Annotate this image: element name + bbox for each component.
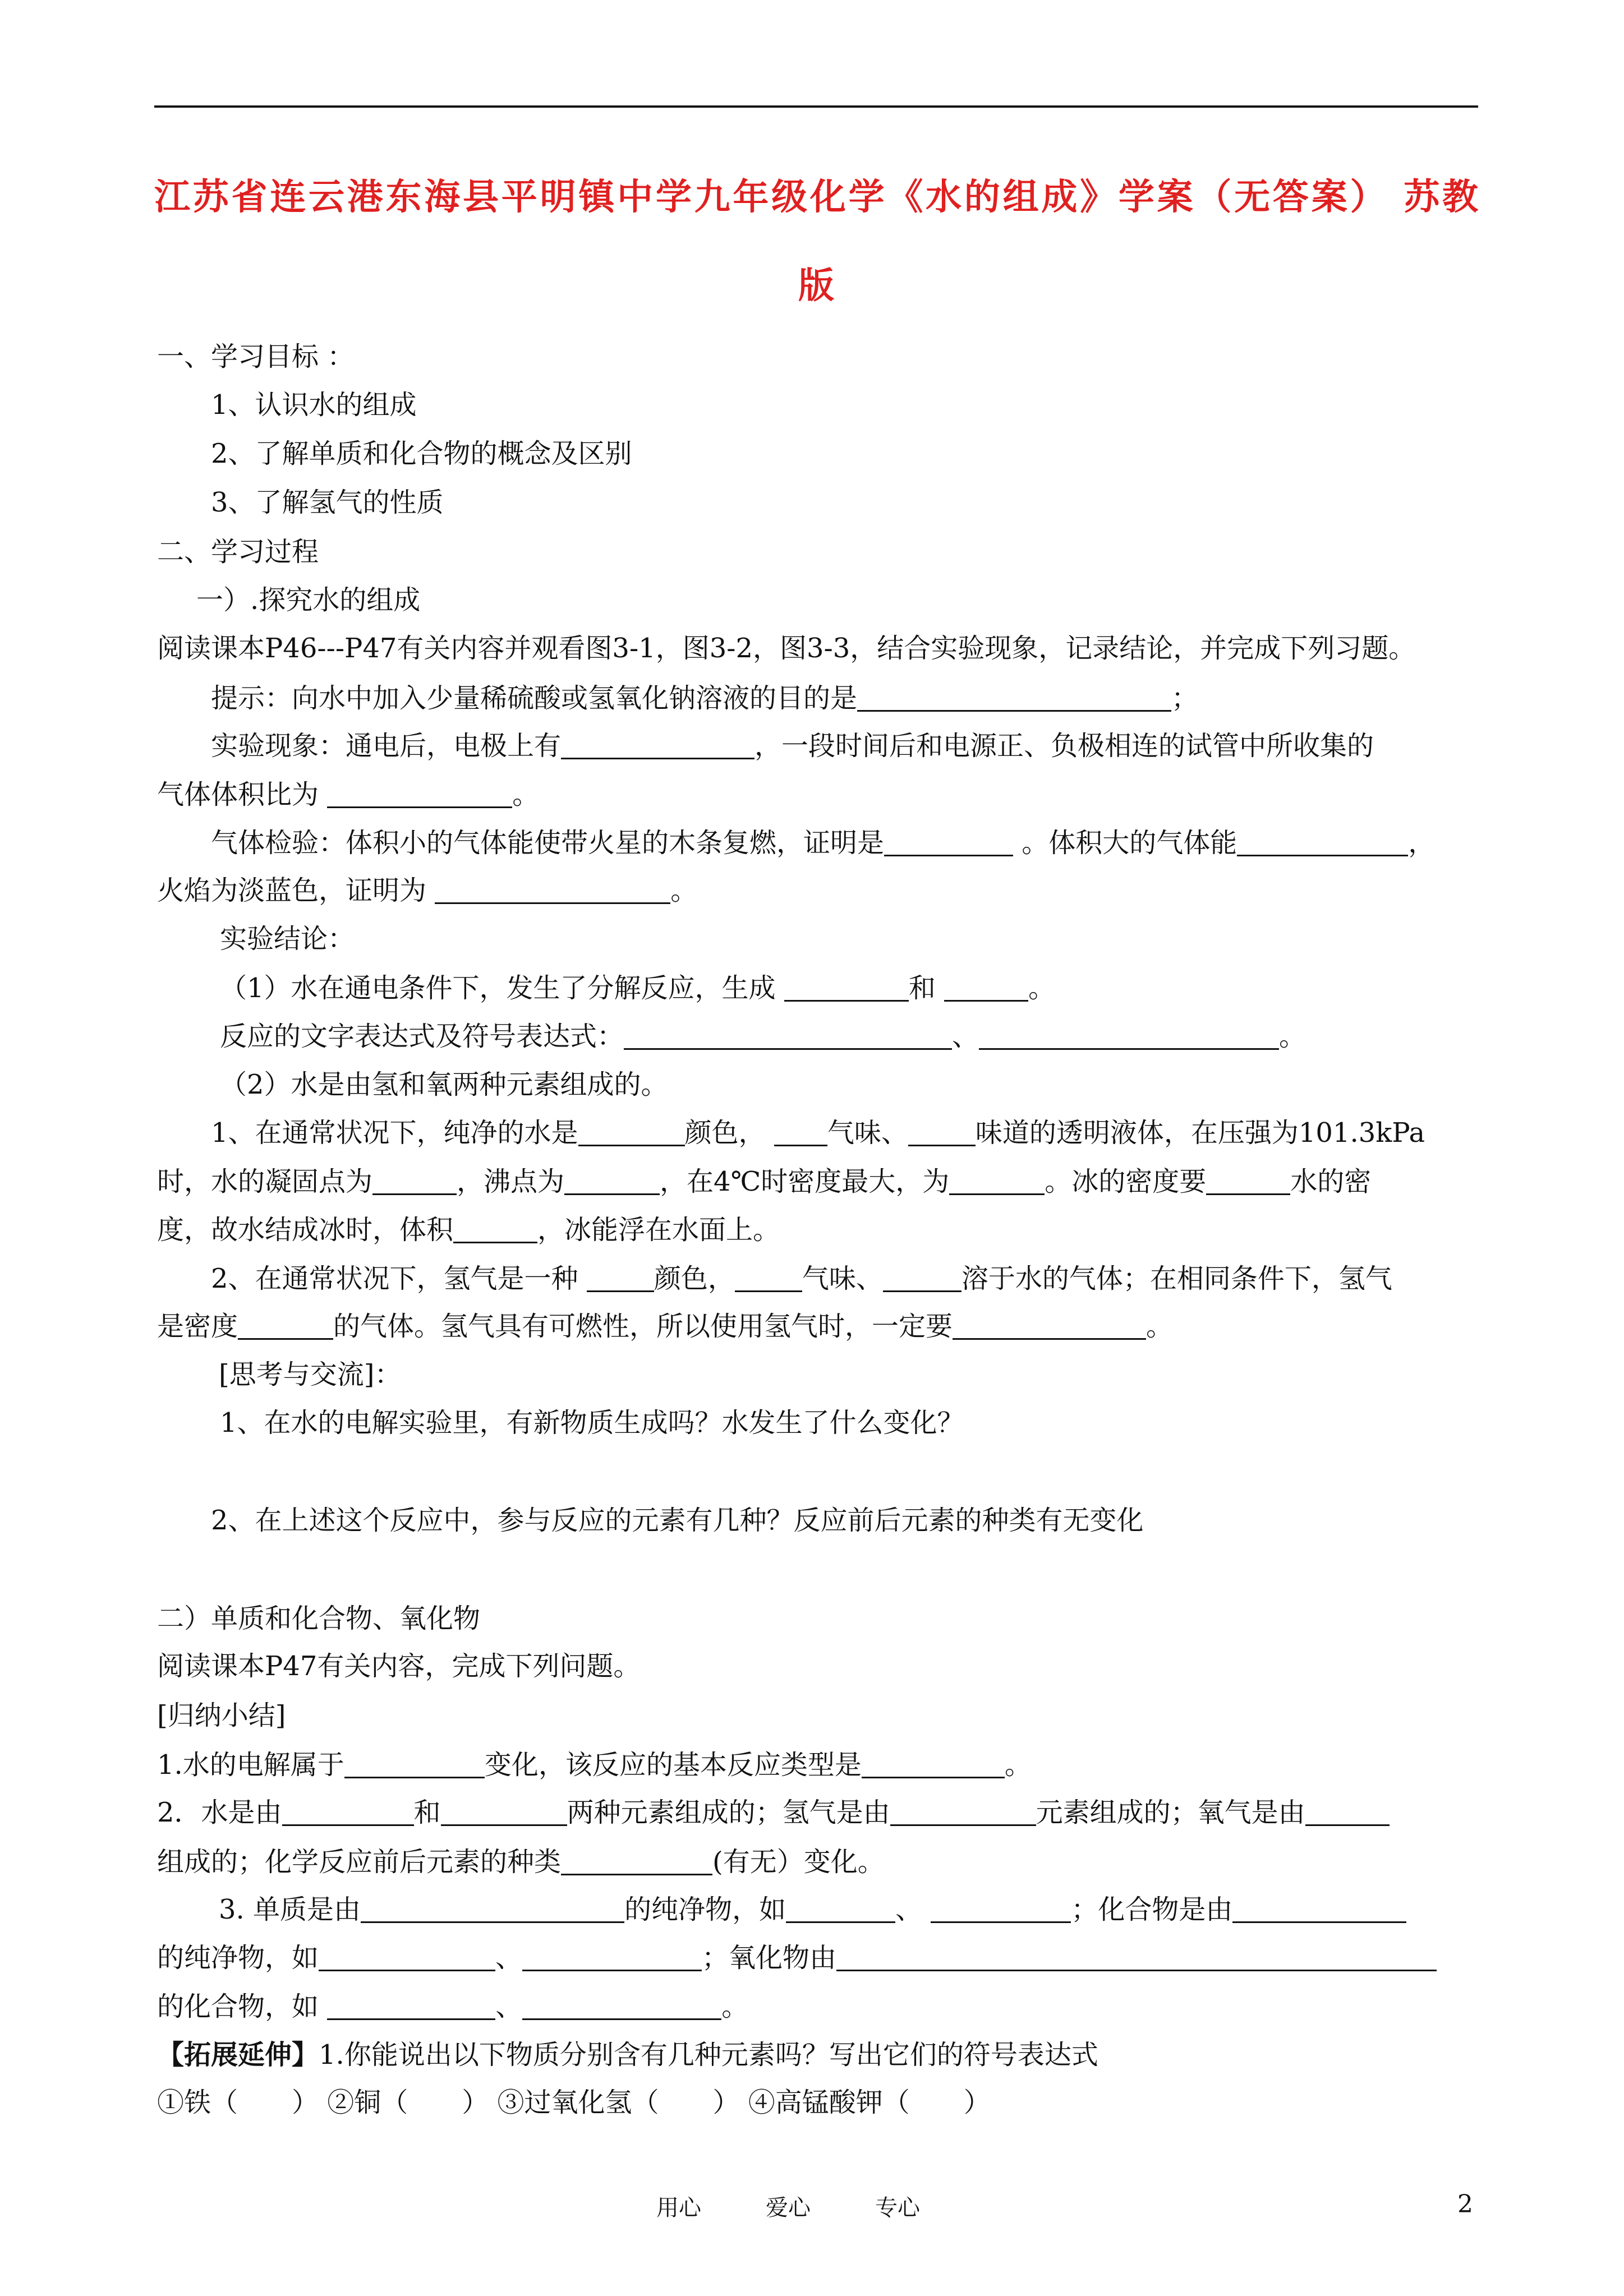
fill-blank[interactable]	[786, 1896, 895, 1923]
fill-blank[interactable]	[944, 974, 1028, 1002]
section-heading: 二、学习过程	[157, 536, 319, 568]
text: 。体积大的气体能	[1013, 827, 1237, 859]
text: 水的密	[1290, 1166, 1372, 1197]
fill-blank[interactable]	[1232, 1896, 1406, 1923]
text: 1.你能说出以下物质分别含有几种元素吗？写出它们的符号表达式	[319, 2039, 1098, 2071]
expression-line	[220, 1022, 1306, 1050]
text: 、	[895, 1894, 931, 1925]
water-property-line	[157, 1168, 1371, 1195]
text: 味道的透明液体，在压强为101.3kPa	[975, 1117, 1425, 1149]
water-property-line	[157, 1214, 780, 1246]
tip-line	[211, 684, 1198, 712]
text: 气体体积比为	[157, 779, 328, 810]
fill-blank[interactable]	[908, 1119, 976, 1146]
text: ；氧化物由	[702, 1942, 837, 1974]
text: 。	[1146, 1311, 1174, 1342]
page-number: 2	[1457, 2190, 1473, 2219]
text: ；	[1171, 683, 1199, 714]
text: （1）水在通电条件下，发生了分解反应，生成	[220, 972, 784, 1004]
conclusion-line	[220, 974, 1055, 1002]
text: 反应的文字表达式及符号表达式：	[220, 1021, 624, 1052]
gas-test-line	[211, 827, 1436, 859]
text: ，沸点为	[457, 1166, 565, 1197]
footer-text: 爱心	[766, 2195, 811, 2221]
discussion-question: 2、在上述这个反应中，参与反应的元素有几种？反应前后元素的种类有无变化	[211, 1505, 1144, 1536]
fill-blank[interactable]	[435, 877, 670, 904]
text: 火焰为淡蓝色，证明为	[157, 875, 435, 906]
text: 2．水是由	[157, 1797, 282, 1828]
extension-line	[157, 2039, 1098, 2071]
text: 。	[1279, 1021, 1306, 1052]
text: 度，故水结成冰时，体积	[157, 1214, 454, 1246]
summary-label: [归纳小结]	[157, 1700, 286, 1731]
text: (有无）变化。	[712, 1846, 885, 1878]
fill-blank[interactable]	[774, 1119, 827, 1146]
subsection-heading: 二）单质和化合物、氧化物	[157, 1603, 481, 1634]
fill-blank[interactable]	[949, 1168, 1045, 1195]
fill-blank[interactable]	[857, 684, 1171, 712]
text: 提示：向水中加入少量稀硫酸或氢氧化钠溶液的目的是	[211, 683, 858, 714]
fill-blank[interactable]	[522, 1993, 721, 2020]
discussion-question: 1、在水的电解实验里，有新物质生成吗？水发生了什么变化？	[220, 1407, 964, 1439]
fill-blank[interactable]	[884, 829, 1013, 856]
text: ，一段时间后和电源正、负极相连的试管中所收集的	[755, 730, 1374, 762]
fill-blank[interactable]	[361, 1896, 624, 1923]
fill-blank[interactable]	[327, 781, 512, 808]
conclusion-label: 实验结论：	[220, 923, 355, 955]
fill-blank[interactable]	[522, 1944, 702, 1971]
text: 气味、	[802, 1263, 883, 1294]
text: 。	[512, 779, 540, 810]
conclusion-line: （2）水是由氢和氧两种元素组成的。	[220, 1069, 668, 1100]
text: 。	[721, 1991, 749, 2022]
fill-blank[interactable]	[587, 1265, 654, 1292]
summary-line	[157, 1846, 885, 1878]
extension-items: ①铁（ ） ②铜（ ） ③过氧化氢（ ） ④高锰酸钾（ ）	[157, 2087, 991, 2118]
fill-blank[interactable]	[319, 1944, 495, 1971]
fill-blank[interactable]	[344, 1751, 485, 1778]
text: 气味、	[827, 1117, 908, 1149]
objective-item: 1、认识水的组成	[211, 389, 417, 421]
document-title: 江苏省连云港东海县平明镇中学九年级化学《水的组成》学案（无答案） 苏教	[154, 177, 1478, 218]
hydrogen-property-line	[211, 1265, 1392, 1292]
summary-line	[157, 1993, 748, 2020]
fill-blank[interactable]	[624, 1022, 952, 1050]
text: 颜色，	[654, 1263, 735, 1294]
fill-blank[interactable]	[453, 1216, 537, 1243]
text: 的纯净物，如	[157, 1942, 319, 1974]
fill-blank[interactable]	[890, 1799, 1036, 1826]
text: 。	[1028, 972, 1056, 1004]
text: 、	[495, 1991, 523, 2022]
text: ，在4℃时密度最大，为	[660, 1166, 950, 1197]
objective-item: 3、了解氢气的性质	[211, 487, 444, 518]
fill-blank[interactable]	[784, 974, 909, 1002]
text: 3. 单质是由	[219, 1894, 361, 1925]
text: ，	[1408, 827, 1436, 859]
footer-text: 用心	[656, 2195, 701, 2221]
text: 组成的；化学反应前后元素的种类	[157, 1846, 562, 1878]
text: 气体检验：体积小的气体能使带火星的木条复燃，证明是	[211, 827, 885, 859]
phenomenon-line	[211, 730, 1374, 762]
fill-blank[interactable]	[836, 1944, 1437, 1971]
fill-blank[interactable]	[561, 732, 755, 759]
text: 两种元素组成的；氢气是由	[567, 1797, 890, 1828]
hydrogen-property-line	[157, 1312, 1173, 1340]
phenomenon-line	[157, 781, 539, 808]
fill-blank[interactable]	[1206, 1168, 1290, 1195]
text: 1、在通常状况下，纯净的水是	[211, 1117, 578, 1149]
gas-test-line	[157, 877, 697, 904]
document-title-continued: 版	[798, 265, 834, 307]
fill-blank[interactable]	[1237, 829, 1408, 856]
fill-blank[interactable]	[372, 1168, 457, 1195]
text: 颜色，	[684, 1117, 774, 1149]
discussion-label: [思考与交流]：	[219, 1359, 402, 1390]
text: 、	[495, 1942, 523, 1974]
text: 溶于水的气体；在相同条件下，氢气	[961, 1263, 1392, 1294]
water-property-line	[211, 1117, 1425, 1149]
fill-blank[interactable]	[883, 1265, 961, 1292]
fill-blank[interactable]	[238, 1312, 333, 1340]
text: 的化合物，如	[157, 1991, 328, 2022]
text: ，冰能浮在水面上。	[537, 1214, 780, 1246]
summary-line	[157, 1942, 1437, 1974]
subsection-heading: 一）.探究水的组成	[196, 584, 421, 616]
text: ；化合物是由	[1071, 1894, 1233, 1925]
text: 。	[670, 875, 698, 906]
text: 、	[952, 1021, 979, 1052]
text: 时，水的凝固点为	[157, 1166, 373, 1197]
footer-text: 专心	[875, 2195, 920, 2221]
text: 2、在通常状况下，氢气是一种	[211, 1263, 587, 1294]
text: 实验现象：通电后，电极上有	[211, 730, 562, 762]
text: 和	[413, 1797, 441, 1828]
fill-blank[interactable]	[735, 1265, 802, 1292]
text: 和	[908, 972, 945, 1004]
text: 。	[1004, 1749, 1032, 1781]
objective-item: 2、了解单质和化合物的概念及区别	[211, 438, 632, 469]
fill-blank[interactable]	[578, 1119, 685, 1146]
summary-line	[219, 1896, 1406, 1923]
text: 变化，该反应的基本反应类型是	[484, 1749, 862, 1781]
text: 的纯净物，如	[624, 1894, 786, 1925]
header-rule	[154, 105, 1478, 108]
fill-blank[interactable]	[953, 1312, 1146, 1340]
fill-blank[interactable]	[441, 1799, 567, 1826]
text: 。冰的密度要	[1045, 1166, 1207, 1197]
fill-blank[interactable]	[327, 1993, 495, 2020]
text: 1.水的电解属于	[157, 1749, 344, 1781]
fill-blank[interactable]	[1305, 1799, 1390, 1826]
summary-line	[157, 1749, 1032, 1781]
paragraph: 阅读课本P46---P47有关内容并观看图3-1，图3-2，图3-3，结合实验现象，记录结论，并完成下列习题。	[157, 633, 1416, 664]
paragraph: 阅读课本P47有关内容，完成下列问题。	[157, 1650, 641, 1682]
fill-blank[interactable]	[564, 1168, 660, 1195]
fill-blank[interactable]	[282, 1799, 414, 1826]
fill-blank[interactable]	[862, 1751, 1005, 1778]
fill-blank[interactable]	[931, 1896, 1071, 1923]
fill-blank[interactable]	[561, 1848, 712, 1875]
text: 的气体。氢气具有可燃性，所以使用氢气时，一定要	[333, 1311, 953, 1342]
section-heading: 一、学习目标 ：	[157, 341, 355, 372]
summary-line	[157, 1799, 1390, 1826]
text: 是密度	[157, 1311, 238, 1342]
text: 元素组成的；氧气是由	[1036, 1797, 1305, 1828]
fill-blank[interactable]	[979, 1022, 1279, 1050]
extension-label: 【拓展延伸】	[157, 2039, 319, 2071]
